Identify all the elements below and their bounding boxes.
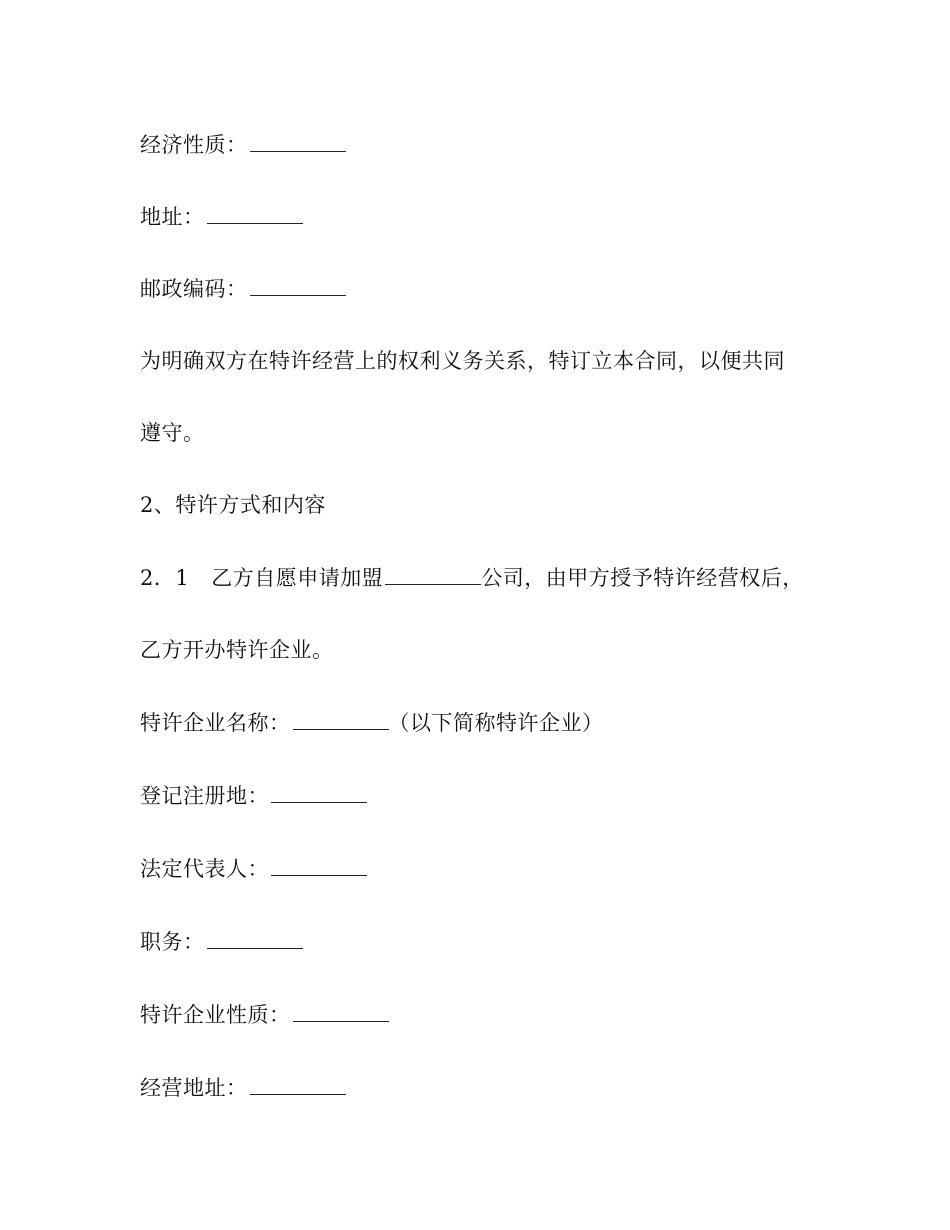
purpose-text-2: 遵守。 bbox=[140, 421, 205, 445]
postal-code-label: 邮政编码： bbox=[140, 277, 248, 301]
economic-nature-blank bbox=[250, 131, 346, 152]
clause-2-1-line-1 bbox=[140, 563, 804, 593]
economic-nature-line bbox=[140, 130, 346, 160]
postal-code-blank bbox=[250, 275, 346, 296]
business-address-label: 经营地址： bbox=[140, 1076, 248, 1100]
purpose-text-1: 为明确双方在特许经营上的权利义务关系，特订立本合同，以便共同 bbox=[140, 349, 785, 373]
postal-code-line bbox=[140, 274, 346, 304]
registration-place-blank bbox=[271, 782, 367, 803]
clause-2-1-line-2 bbox=[140, 635, 334, 665]
clause-text-b: 公司，由甲方授予特许经营权后， bbox=[481, 566, 804, 590]
position-label: 职务： bbox=[140, 930, 205, 954]
franchise-nature-label: 特许企业性质： bbox=[140, 1003, 291, 1027]
purpose-paragraph-line-1 bbox=[140, 346, 785, 376]
address-blank bbox=[207, 203, 303, 224]
legal-representative-label: 法定代表人： bbox=[140, 857, 269, 881]
section-heading-2 bbox=[140, 490, 326, 520]
position-line bbox=[140, 927, 303, 957]
clause-text-a: 乙方自愿申请加盟 bbox=[211, 566, 384, 590]
registration-place-label: 登记注册地： bbox=[140, 784, 269, 808]
legal-representative-blank bbox=[271, 855, 367, 876]
address-label: 地址： bbox=[140, 205, 205, 229]
franchise-name-line bbox=[140, 708, 604, 738]
address-line bbox=[140, 202, 303, 232]
economic-nature-label: 经济性质： bbox=[140, 133, 248, 157]
business-address-line bbox=[140, 1073, 346, 1103]
franchise-name-note: （以下简称特许企业） bbox=[388, 711, 604, 735]
franchise-name-label: 特许企业名称： bbox=[140, 711, 291, 735]
legal-representative-line bbox=[140, 854, 367, 884]
position-blank bbox=[207, 928, 303, 949]
section-heading-text: 2、特许方式和内容 bbox=[140, 493, 326, 517]
franchise-nature-line bbox=[140, 1000, 389, 1030]
company-name-blank bbox=[385, 564, 481, 585]
franchise-nature-blank bbox=[293, 1001, 389, 1022]
clause-text-c: 乙方开办特许企业。 bbox=[140, 638, 334, 662]
purpose-paragraph-line-2 bbox=[140, 418, 205, 448]
franchise-name-blank bbox=[293, 709, 389, 730]
clause-number: 2．1 bbox=[140, 566, 190, 590]
registration-place-line bbox=[140, 781, 367, 811]
business-address-blank bbox=[250, 1074, 346, 1095]
